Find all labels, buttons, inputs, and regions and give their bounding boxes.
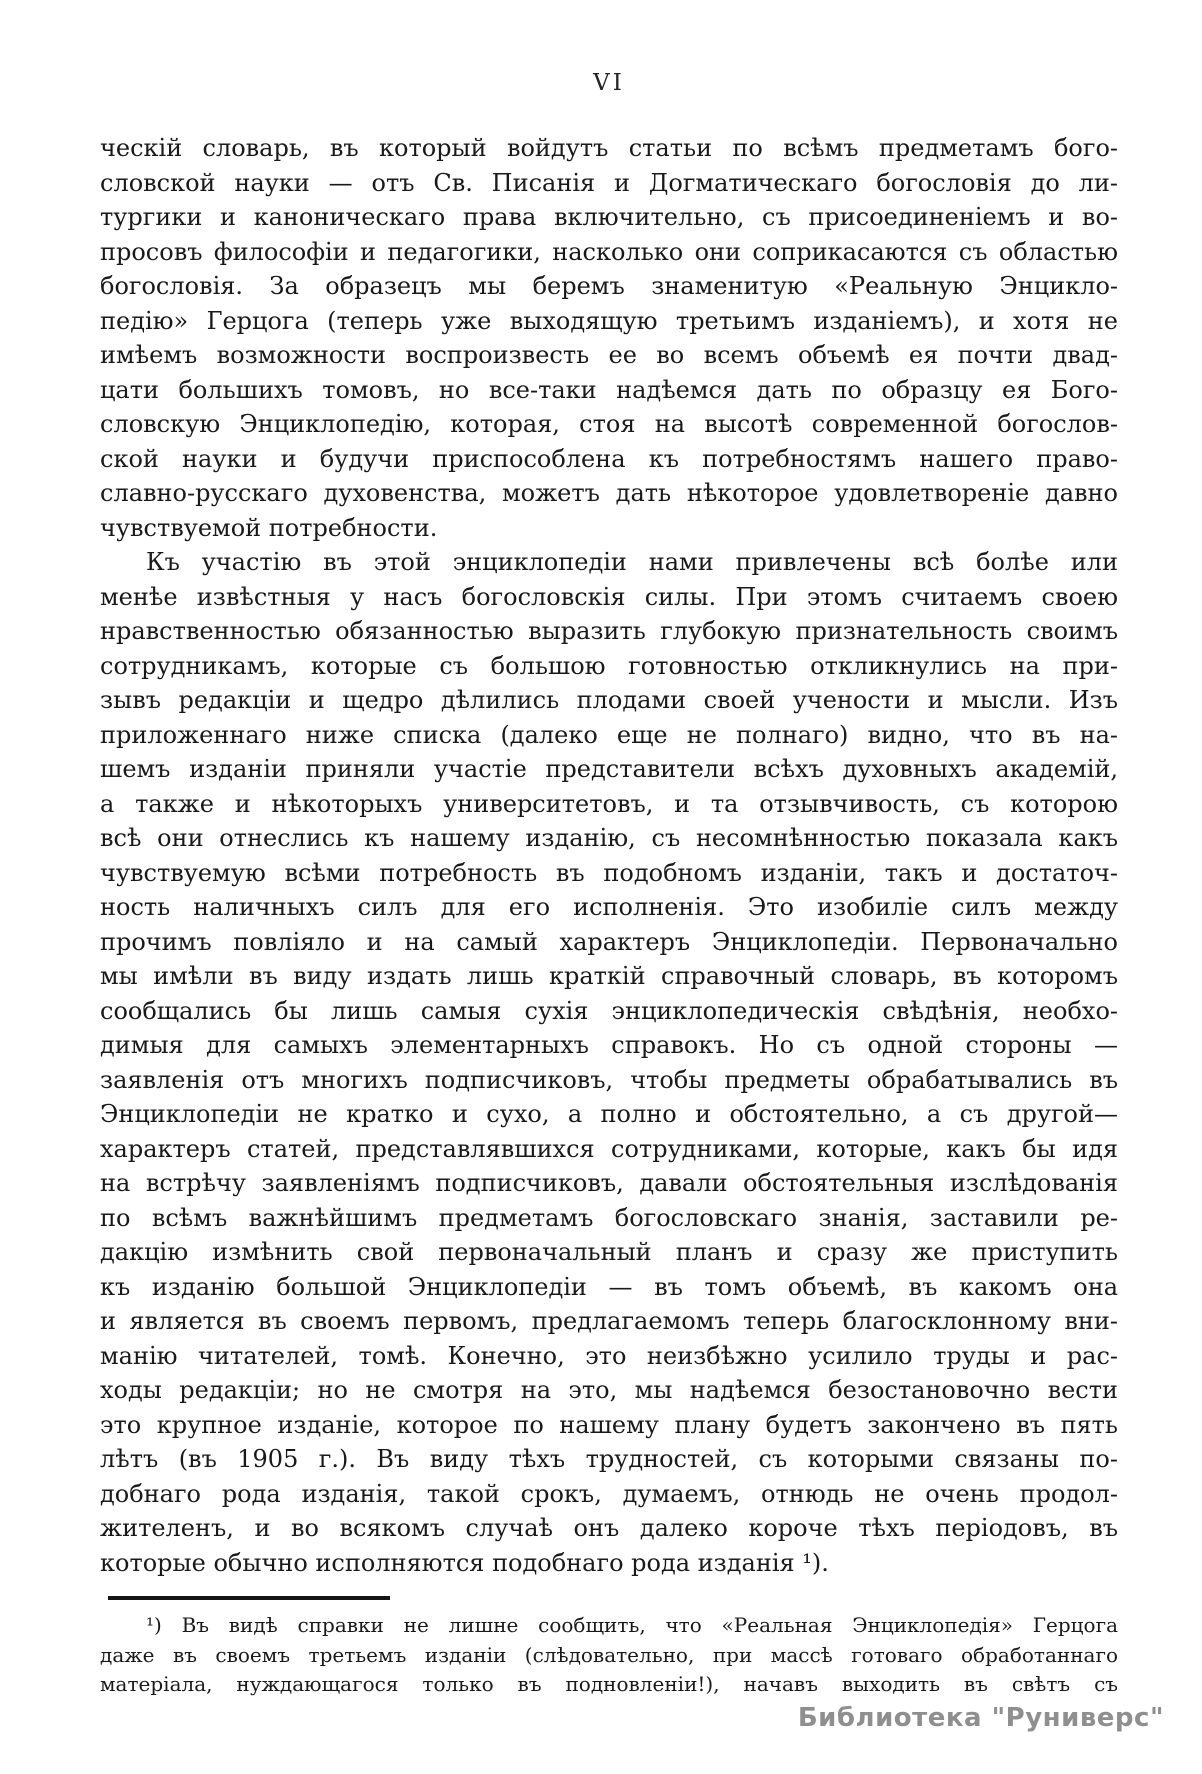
text-line: приложеннаго ниже списка (далеко еще не полнаго) видно, что въ на- <box>100 720 1118 749</box>
text-line: шемъ изданіи приняли участіе представители всѣхъ духовныхъ академій, <box>100 755 1118 783</box>
text-line: педію» Герцога (теперь уже выходящую третьимъ изданіемъ), и хотя не <box>100 306 1118 335</box>
text-line: это крупное изданіе, которое по нашему плану будетъ закончено въ пять <box>100 1410 1118 1439</box>
text-line: характеръ статей, представлявшихся сотрудниками, которые, какъ бы идя <box>100 1134 1118 1163</box>
text-line: чувствуемую всѣми потребность въ подобномъ изданіи, такъ и достаточ- <box>100 858 1118 887</box>
text-line: тургики и каноническаго права включительно, съ присоединеніемъ и во- <box>100 203 1118 231</box>
text-line: димыя для самыхъ элементарныхъ справокъ. Но съ одной стороны — <box>100 1031 1118 1059</box>
footnote <box>100 1611 1118 1700</box>
text-line: зывъ редакціи и щедро дѣлились плодами своей учености и мысли. Изъ <box>100 686 1118 714</box>
text-line: богословія. За образецъ мы беремъ знаменитую «Реальную Энцикло- <box>100 272 1118 300</box>
text-line: сотрудникамъ, которые съ большою готовностью откликнулись на при- <box>100 651 1118 680</box>
text-line: имѣемъ возможности воспроизвесть ее во всемъ объемѣ ея почти двад- <box>100 341 1118 369</box>
footnote-separator <box>108 1596 390 1600</box>
text-line: которые обычно исполняются подобнаго рода изданія ¹). <box>100 1548 829 1577</box>
text-line: славно-русскаго духовенства, можетъ дать нѣкоторое удовлетвореніе давно <box>100 479 1118 507</box>
text-line: и является въ своемъ первомъ, предлагаемомъ теперь благосклонному вни- <box>100 1307 1118 1335</box>
text-line: ¹) Въ видѣ справки не лишне сообщить, что «Реальная Энциклопедія» Герцога <box>146 1613 1118 1637</box>
text-line: матеріала, нуждающагося только въ подновленіи!), начавъ выходить въ свѣтъ съ <box>100 1672 1118 1696</box>
library-watermark: Библиотека "Руниверс" <box>797 1703 1164 1733</box>
text-line: словскую Энциклопедію, которая, стоя на высотѣ современной богослов- <box>100 410 1118 438</box>
text-line: ходы редакціи; но не смотря на это, мы надѣемся безостановочно вести <box>100 1376 1118 1404</box>
text-line: просовъ философіи и педагогики, насколько они соприкасаются съ областью <box>100 237 1118 266</box>
text-line: нравственностью обязанностью выразить глубокую признательность своимъ <box>100 617 1118 645</box>
text-line: прочимъ повліяло и на самый характеръ Энциклопедіи. Первоначально <box>100 927 1118 956</box>
text-line: заявленія отъ многихъ подписчиковъ, чтобы предметы обрабатывались въ <box>100 1065 1118 1094</box>
text-line: ческій словарь, въ который войдутъ статьи по всѣмъ предметамъ бого- <box>100 134 1118 162</box>
text-line: ской науки и будучи приспособлена къ потребностямъ нашего право- <box>100 444 1118 473</box>
text-line: чувствуемой потребности. <box>100 513 438 542</box>
text-line: дакцію измѣнить свой первоначальный планъ и сразу же приступить <box>100 1238 1118 1266</box>
text-line: добнаго рода изданія, такой срокъ, думаемъ, отнюдь не очень продол- <box>100 1479 1118 1508</box>
text-line: по всѣмъ важнѣйшимъ предметамъ богословскаго знанія, заставили ре- <box>100 1203 1118 1232</box>
text-line: лѣтъ (въ 1905 г.). Въ виду тѣхъ трудностей, съ которыми связаны по- <box>100 1445 1118 1473</box>
text-line: къ изданію большой Энциклопедіи — въ томъ объемѣ, въ какомъ она <box>100 1272 1118 1301</box>
text-line: на встрѣчу заявленіямъ подписчиковъ, давали обстоятельныя изслѣдованія <box>100 1169 1118 1197</box>
text-line: всѣ они отнеслись къ нашему изданію, съ несомнѣнностью показала какъ <box>100 824 1118 852</box>
text-line: сообщались бы лишь самыя сухія энциклопедическія свѣдѣнія, необхо- <box>100 996 1118 1025</box>
text-line: а также и нѣкоторыхъ университетовъ, и та отзывчивость, съ которою <box>100 789 1118 818</box>
text-line: словской науки — отъ Св. Писанія и Догматическаго богословія до ли- <box>100 168 1118 197</box>
text-line: менѣе извѣстныя у насъ богословскія силы. При этомъ считаемъ своею <box>100 582 1118 611</box>
text-line: ность наличныхъ силъ для его исполненія. Это изобиліе силъ между <box>100 893 1118 921</box>
text-line: цати большихъ томовъ, но все-таки надѣемся дать по образцу ея Бого- <box>100 375 1118 404</box>
page-number: VI <box>593 70 625 96</box>
text-line: Энциклопедіи не кратко и сухо, а полно и обстоятельно, а съ другой— <box>100 1100 1118 1128</box>
text-line: мы имѣли въ виду издать лишь краткій справочный словарь, въ которомъ <box>100 962 1118 990</box>
text-line: манію читателей, томѣ. Конечно, это неизбѣжно усилило труды и рас- <box>100 1341 1118 1370</box>
text-line: даже въ своемъ третьемъ изданіи (слѣдовательно, при массѣ готоваго обработаннаго <box>100 1642 1118 1667</box>
body-text <box>100 131 1118 1580</box>
text-line: Къ участію въ этой энциклопедіи нами привлечены всѣ болѣе или <box>146 548 1118 576</box>
text-line: жителенъ, и во всякомъ случаѣ онъ далеко короче тѣхъ періодовъ, въ <box>100 1514 1118 1542</box>
